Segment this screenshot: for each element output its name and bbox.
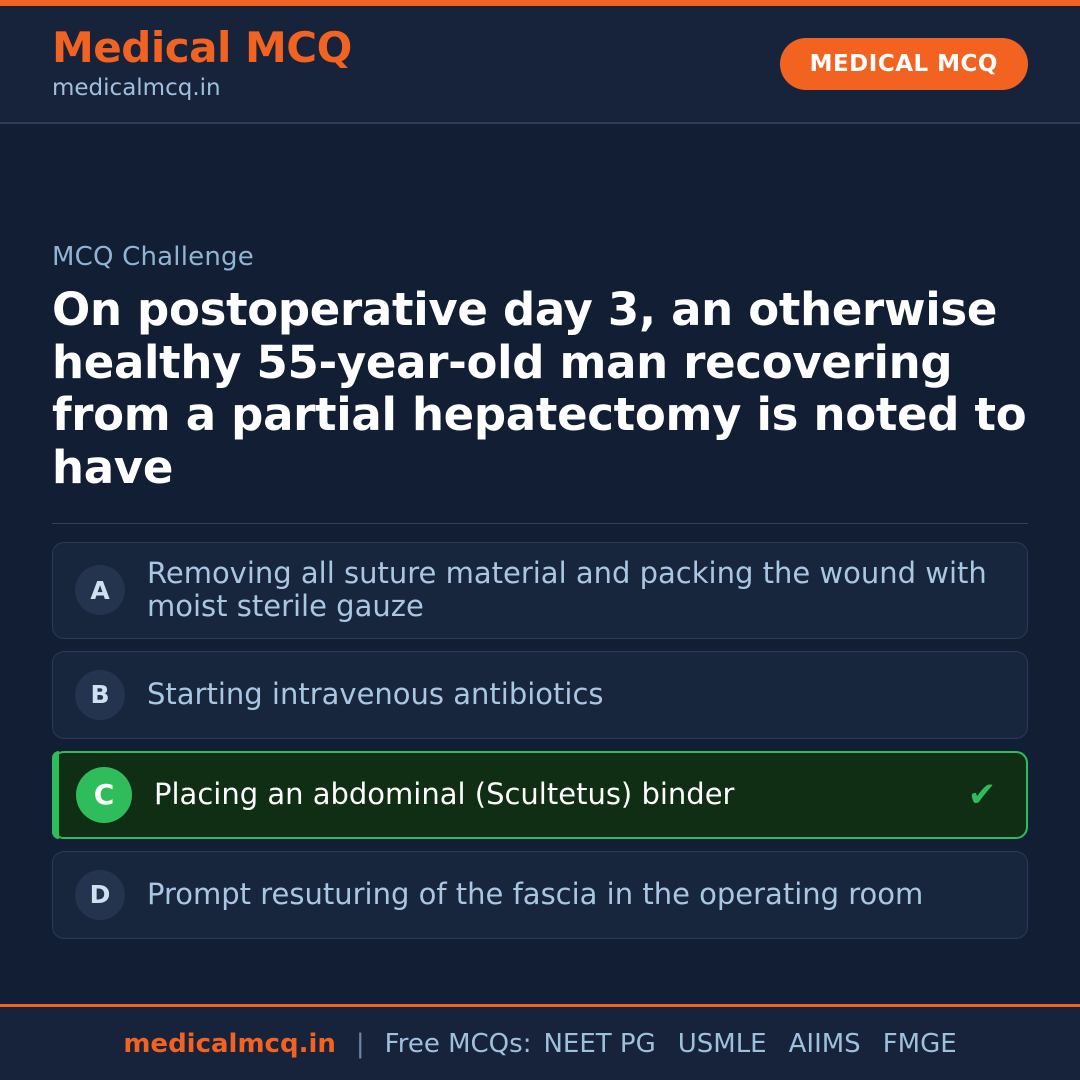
footer-tag-aiims: AIIMS: [788, 1028, 861, 1059]
options-list: [52, 542, 1028, 939]
footer: [0, 1004, 1080, 1080]
option-text: Prompt resuturing of the fascia in the operating room: [147, 877, 924, 911]
footer-label: Free MCQs:: [384, 1028, 532, 1059]
question-text: On postoperative day 3, an otherwise healthy 55-year-old man recovering from a partial hepatectomy is noted to have: [52, 283, 1027, 494]
option-letter: B: [75, 670, 125, 720]
option-text: Placing an abdominal (Scultetus) binder: [154, 777, 735, 811]
footer-tags: [543, 1029, 956, 1059]
footer-tag-neetpg: NEET PG: [543, 1028, 656, 1059]
option-letter: C: [76, 767, 132, 823]
option-letter: D: [75, 870, 125, 920]
header-pill-badge: MEDICAL MCQ: [780, 38, 1028, 90]
brand-title: Medical MCQ: [52, 23, 352, 73]
brand-subtitle: medicalmcq.in: [52, 75, 221, 102]
checkmark-icon: ✔: [967, 774, 997, 815]
footer-tag-fmge: FMGE: [882, 1028, 957, 1059]
option-text: Starting intravenous antibiotics: [147, 677, 604, 711]
option-text: Removing all suture material and packing the wound with moist sterile gauze: [147, 555, 987, 624]
header: [0, 6, 1080, 124]
question-divider: [52, 523, 1028, 524]
brand-block: [52, 23, 352, 102]
option-c[interactable]: [52, 751, 1028, 839]
footer-tag-usmle: USMLE: [677, 1028, 767, 1059]
option-a[interactable]: [52, 542, 1028, 639]
option-d[interactable]: [52, 851, 1028, 939]
main-content: [0, 124, 1080, 1004]
eyebrow-label: MCQ Challenge: [52, 242, 254, 272]
option-letter: A: [75, 565, 125, 615]
option-b[interactable]: [52, 651, 1028, 739]
footer-separator: |: [355, 1028, 365, 1059]
footer-site: medicalmcq.in: [123, 1028, 336, 1059]
